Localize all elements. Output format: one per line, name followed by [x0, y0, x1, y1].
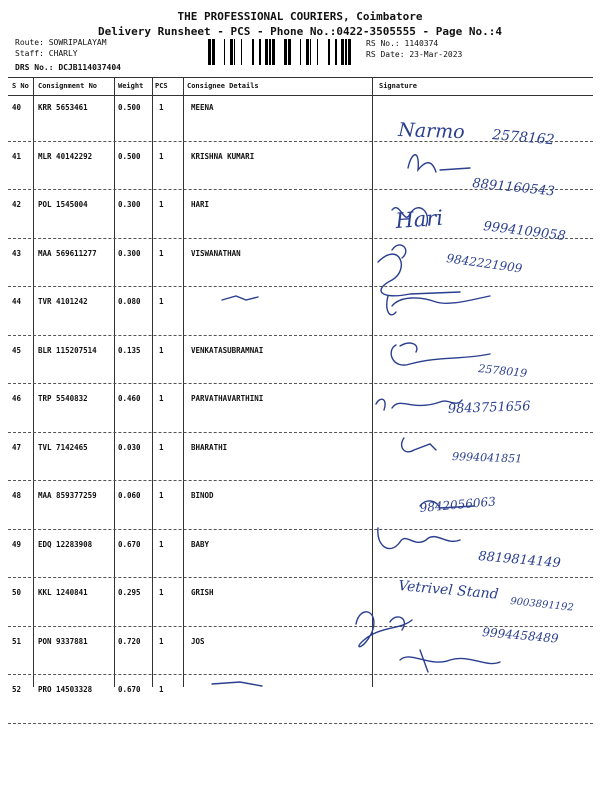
row-consignee: VENKATASUBRAMNAI	[191, 345, 264, 355]
handwritten-note: 9843751656	[447, 399, 531, 417]
row-consignment-no: KRR 5653461	[38, 103, 88, 112]
row-consignment-no: MAA 569611277	[38, 248, 97, 258]
row-consignee: BINOD	[191, 491, 214, 500]
row-pcs: 1	[159, 248, 164, 258]
row-sno: 43	[12, 248, 22, 258]
row-consignment-no: MAA 859377259	[38, 491, 97, 500]
row-pcs: 1	[159, 442, 164, 452]
handwritten-note: 9994109058	[482, 219, 567, 245]
handwritten-note: 9003891192	[509, 596, 575, 614]
row-pcs: 1	[159, 588, 164, 597]
header-consignee: Consignee Details	[187, 82, 259, 90]
row-weight: 0.295	[118, 588, 141, 597]
handwritten-note: 2578162	[491, 127, 556, 149]
row-consignment-no: EDQ 12283908	[38, 539, 93, 549]
row-consignee: VISWANATHAN	[191, 248, 241, 258]
header-signature: Signature	[379, 82, 417, 90]
row-pcs: 1	[159, 539, 164, 549]
row-consignee: MEENA	[191, 103, 214, 112]
row-separator	[8, 480, 593, 481]
row-sno: 45	[12, 345, 22, 355]
row-separator	[8, 723, 593, 724]
staff-label: Staff: CHARLY	[15, 49, 78, 58]
handwritten-note: Vetrivel Stand	[397, 578, 500, 603]
row-sno: 46	[12, 394, 22, 403]
row-sno: 50	[12, 588, 22, 597]
row-sno: 52	[12, 685, 22, 694]
row-consignee: BABY	[191, 539, 210, 549]
header-sno: S No	[12, 82, 29, 90]
row-consignment-no: TVR 4101242	[38, 297, 88, 306]
row-pcs: 1	[159, 491, 164, 500]
row-weight: 0.460	[118, 394, 141, 403]
row-consignee: PARVATHAVARTHINI	[191, 394, 264, 403]
row-pcs: 1	[159, 345, 164, 355]
row-separator	[8, 577, 593, 578]
handwritten-note: 9994458489	[481, 625, 560, 646]
row-sno: 41	[12, 151, 22, 161]
header-consignment: Consignment No	[38, 82, 98, 90]
handwritten-note: 2578019	[477, 362, 528, 381]
header-weight: Weight	[118, 82, 144, 90]
row-weight: 0.135	[118, 345, 141, 355]
row-sno: 40	[12, 103, 22, 112]
row-separator	[8, 383, 593, 384]
row-separator	[8, 674, 593, 675]
handwritten-note: 9842056063	[419, 494, 497, 515]
row-pcs: 1	[159, 636, 164, 646]
row-sno: 44	[12, 297, 22, 306]
company-title: THE PROFESSIONAL COURIERS, Coimbatore	[177, 10, 423, 23]
row-weight: 0.500	[118, 151, 141, 161]
row-weight: 0.720	[118, 636, 141, 646]
row-separator	[8, 286, 593, 287]
row-weight: 0.060	[118, 491, 141, 500]
handwritten-note: 9994041851	[451, 450, 523, 466]
row-consignee: JOS	[191, 636, 205, 646]
row-pcs: 1	[159, 200, 164, 209]
route-label: Route: SOWRIPALAYAM	[15, 38, 107, 47]
row-sno: 47	[12, 442, 22, 452]
row-separator	[8, 626, 593, 627]
rs-number: RS No.: 1140374	[366, 39, 439, 48]
row-consignment-no: TVL 7142465	[38, 442, 88, 452]
row-separator	[8, 432, 593, 433]
handwritten-note: 8819814149	[477, 549, 562, 572]
row-separator	[8, 238, 593, 239]
row-separator	[8, 189, 593, 190]
row-weight: 0.300	[118, 248, 141, 258]
row-pcs: 1	[159, 297, 164, 306]
row-sno: 42	[12, 200, 22, 209]
row-pcs: 1	[159, 685, 164, 694]
row-pcs: 1	[159, 394, 164, 403]
row-separator	[8, 529, 593, 530]
row-consignee: KRISHNA KUMARI	[191, 151, 255, 161]
header-pcs: PCS	[155, 82, 168, 90]
handwritten-note: 9842221909	[445, 251, 524, 276]
table-top-border	[8, 77, 593, 78]
row-consignee: HARI	[191, 200, 210, 209]
row-consignment-no: MLR 40142292	[38, 151, 93, 161]
row-weight: 0.080	[118, 297, 141, 306]
row-separator	[8, 141, 593, 142]
handwritten-note: Hari	[394, 205, 444, 233]
barcode-image	[208, 39, 358, 65]
row-separator	[8, 335, 593, 336]
row-weight: 0.030	[118, 442, 141, 452]
row-weight: 0.670	[118, 539, 141, 549]
runsheet-subtitle: Delivery Runsheet - PCS - Phone No.:0422-3505555 - Page No.:4	[98, 25, 502, 38]
rs-date: RS Date: 23-Mar-2023	[366, 50, 463, 59]
row-sno: 49	[12, 539, 22, 549]
row-weight: 0.300	[118, 200, 141, 209]
row-sno: 48	[12, 491, 22, 500]
row-weight: 0.500	[118, 103, 141, 112]
row-weight: 0.670	[118, 685, 141, 694]
row-consignee: GRISH	[191, 588, 214, 597]
row-consignment-no: KKL 1240841	[38, 588, 88, 597]
row-consignment-no: POL 1545004	[38, 200, 88, 209]
rs-info-block	[366, 38, 462, 60]
drs-number: DRS No.: DCJB114037404	[15, 63, 121, 72]
row-consignment-no: PRO 14503328	[38, 685, 93, 694]
handwritten-note: 8891160543	[471, 176, 556, 200]
route-staff-block	[15, 37, 107, 59]
handwritten-note: Narmo	[397, 119, 466, 144]
row-sno: 51	[12, 636, 22, 646]
row-pcs: 1	[159, 151, 164, 161]
row-consignee: BHARATHI	[191, 442, 228, 452]
row-consignment-no: PON 9337881	[38, 636, 88, 646]
row-pcs: 1	[159, 103, 164, 112]
row-consignment-no: BLR 115207514	[38, 345, 97, 355]
row-consignment-no: TRP 5540832	[38, 394, 88, 403]
